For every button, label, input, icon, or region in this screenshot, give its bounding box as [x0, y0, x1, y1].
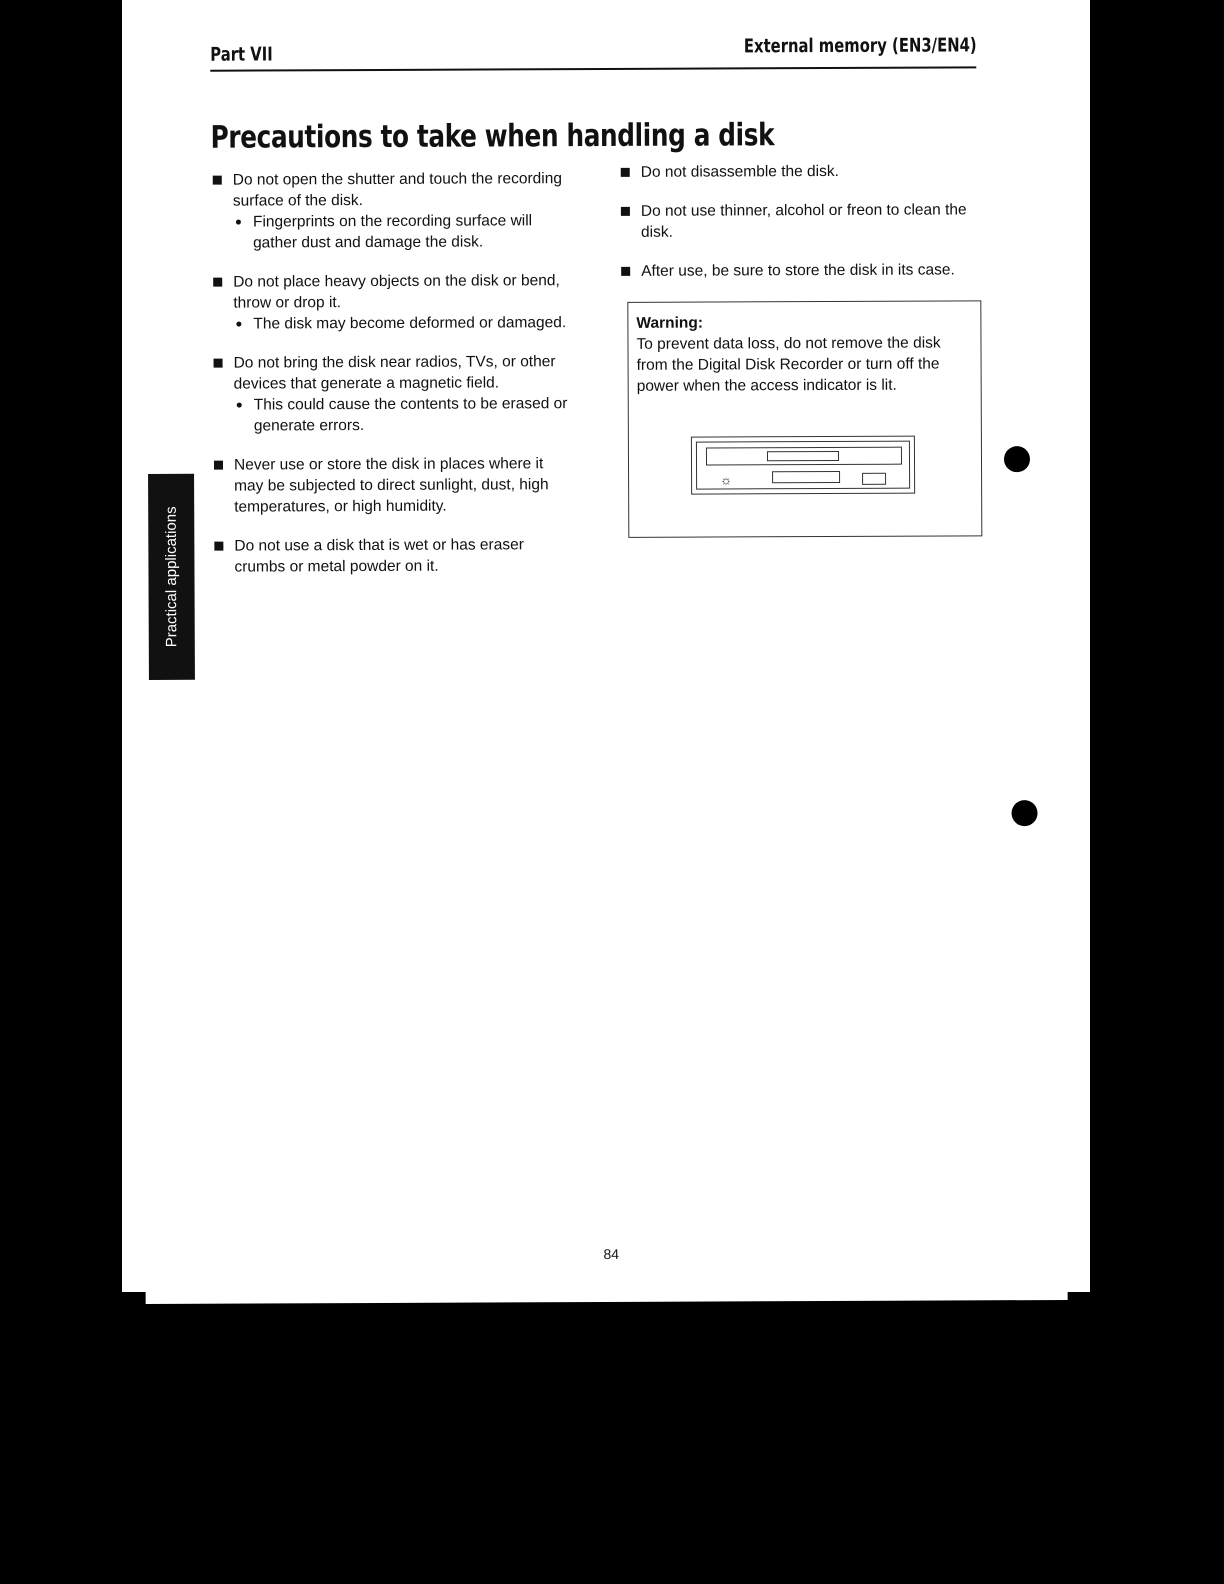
page-title: Precautions to take when handling a disk: [210, 117, 775, 156]
left-column: [213, 168, 577, 596]
square-bullet-icon: [621, 267, 630, 276]
list-item: [213, 270, 575, 335]
scan-border-bottom: [122, 1292, 1090, 1584]
list-item: [621, 199, 986, 243]
square-bullet-icon: [213, 176, 222, 185]
item-text: Do not use thinner, alcohol or freon to clean the disk.: [640, 201, 967, 241]
sub-item: [234, 393, 576, 436]
binder-hole-icon: [1004, 446, 1030, 472]
drive-door: [772, 471, 840, 483]
sub-item: [233, 210, 575, 253]
drive-shutter: [767, 451, 839, 461]
dot-bullet-icon: [236, 322, 241, 327]
item-text: Never use or store the disk in places where it may be subjected to direct sunlight, dust, high temperatures, or high humidity.: [233, 455, 549, 516]
disk-drive-illustration: [691, 436, 915, 495]
dot-bullet-icon: [237, 403, 242, 408]
list-item: [214, 351, 576, 437]
warning-title: Warning:: [636, 314, 704, 332]
drive-slot: [706, 447, 902, 466]
document-page: [140, 0, 1068, 1304]
list-item: [213, 168, 575, 254]
right-column: [621, 160, 987, 300]
scan-border-right: [1090, 0, 1224, 1584]
header-part: Part VII: [210, 43, 273, 66]
item-text: Do not open the shutter and touch the recording surface of the disk.: [232, 170, 562, 210]
list-item: [621, 259, 986, 282]
square-bullet-icon: [621, 168, 630, 177]
square-bullet-icon: [214, 461, 223, 470]
item-text: Do not place heavy objects on the disk or bend, throw or drop it.: [233, 272, 560, 312]
square-bullet-icon: [214, 542, 223, 551]
square-bullet-icon: [621, 207, 630, 216]
square-bullet-icon: [214, 359, 223, 368]
sub-item: [233, 312, 575, 334]
dot-bullet-icon: [236, 220, 241, 225]
item-text: After use, be sure to store the disk in its case.: [641, 261, 955, 280]
binder-hole-icon: [1011, 800, 1037, 826]
square-bullet-icon: [213, 278, 222, 287]
item-text: Do not use a disk that is wet or has eraser crumbs or metal powder on it.: [234, 536, 524, 576]
item-text: Do not bring the disk near radios, TVs, or other devices that generate a magnetic field.: [233, 353, 556, 393]
list-item: [214, 534, 576, 578]
header-rule: [210, 66, 976, 71]
header-section: External memory (EN3/EN4): [743, 34, 977, 58]
warning-text: To prevent data loss, do not remove the disk from the Digital Disk Recorder or turn off the power when the access indicator is lit.: [636, 334, 941, 395]
sub-item-text: This could cause the contents to be erased or generate errors.: [253, 395, 568, 435]
access-indicator-icon: ☼: [720, 472, 733, 488]
section-tab-label: Practical applications: [162, 506, 181, 648]
scan-border-left: [0, 0, 122, 1584]
list-item: [621, 160, 986, 183]
sub-item-text: Fingerprints on the recording surface will gather dust and damage the disk.: [252, 212, 533, 252]
item-text: Do not disassemble the disk.: [640, 162, 839, 181]
page-number: 84: [603, 1245, 620, 1262]
sub-item-text: The disk may become deformed or damaged.: [253, 314, 567, 333]
section-tab: [148, 474, 195, 680]
eject-button-icon: [862, 473, 886, 485]
warning-box: [627, 300, 982, 538]
list-item: [214, 453, 576, 518]
